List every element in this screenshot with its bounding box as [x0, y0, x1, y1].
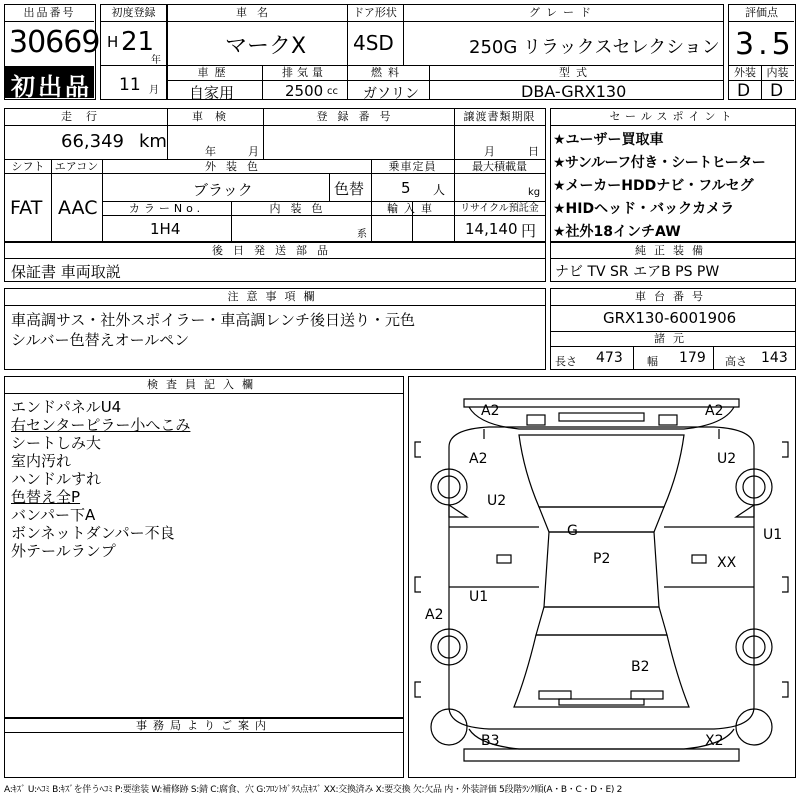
office-label: 事務局よりご案内 — [5, 718, 403, 733]
notes-box — [4, 288, 546, 370]
reg-label: 初度登録 — [111, 6, 156, 19]
history-label: 車歴 — [197, 66, 232, 79]
colorno-value: 1H4 — [150, 220, 181, 238]
len-label: 長さ — [555, 355, 577, 368]
first-listing-badge — [5, 66, 94, 101]
mark-xx: XX — [717, 555, 737, 571]
door-label: ドア形状 — [353, 6, 397, 19]
mark-x2: X2 — [705, 733, 724, 749]
capacity-label: 乗車定員 — [388, 160, 437, 173]
shift-label: シフト — [11, 160, 45, 173]
ac-label: エアコン — [54, 160, 99, 173]
transfer-day-unit: 日 — [528, 145, 539, 158]
vehicle-header-box — [166, 4, 724, 100]
reg-month: 11 — [119, 75, 141, 95]
mark-b2: B2 — [631, 659, 650, 675]
transfer-label: 譲渡書類期限 — [463, 110, 536, 123]
mark-g: G — [567, 523, 578, 539]
inspector-line: 色替え全P — [11, 488, 81, 506]
mark-a2-front-left: A2 — [469, 451, 488, 467]
docs-label: 後日発送部品 — [212, 244, 338, 257]
wid-value: 179 — [679, 350, 706, 366]
mark-u2-front-right: U2 — [717, 451, 737, 467]
sales-item: ★ユーザー買取車 — [553, 132, 664, 148]
shift-value: FAT — [10, 197, 43, 219]
lot-box — [4, 4, 100, 101]
model-value: DBA-GRX130 — [521, 82, 627, 101]
door-value: 4SD — [353, 31, 394, 55]
sales-item: ★メーカーHDDナビ・フルセグ — [553, 178, 754, 194]
sales-item: ★社外18インチAW — [553, 224, 681, 240]
history-value: 自家用 — [189, 84, 235, 102]
inspector-line: バンパー下A — [11, 506, 96, 524]
docs-box — [4, 242, 546, 282]
reg-year-unit: 年 — [151, 55, 161, 66]
equip-value: ナビ TV SR エアB PS PW — [555, 264, 720, 280]
sales-points-box — [550, 108, 796, 242]
color-value: ブラック — [193, 181, 253, 199]
score-box — [728, 4, 796, 100]
score-label: 評価点 — [745, 6, 778, 19]
mileage-label: 走行 — [61, 110, 111, 123]
color-label: 外装色 — [205, 160, 268, 173]
grade-label: グレード — [529, 6, 597, 19]
ext-label: 外装 — [734, 66, 756, 79]
chassis-box — [550, 288, 796, 370]
inspector-label: 検査員記入欄 — [147, 378, 261, 391]
grade-value: 250G リラックスセレクション — [469, 37, 720, 58]
first-listing-text: 初出品 — [11, 73, 92, 101]
car-diagram — [409, 377, 794, 776]
chassis-label: 車台番号 — [635, 290, 711, 303]
info-box — [4, 108, 546, 242]
lot-number: 30669 — [9, 25, 100, 60]
recycle-unit: 円 — [521, 222, 537, 240]
load-label: 最大積載量 — [472, 160, 527, 173]
office-box — [4, 718, 404, 778]
fuel-label: 燃料 — [371, 66, 405, 79]
damage-diagram-box — [408, 376, 796, 778]
colorno-label: カラーNo. — [128, 202, 205, 215]
hgt-label: 高さ — [725, 355, 747, 368]
capacity-value: 5 — [401, 179, 411, 197]
reg-era: H — [107, 33, 119, 51]
model-label: 型式 — [559, 66, 593, 79]
dims-label: 諸元 — [654, 332, 692, 345]
import-label: 輸入車 — [387, 202, 438, 215]
inspector-line: 右センターピラー小へこみ — [11, 416, 191, 434]
mileage-value: 66,349 — [61, 131, 124, 152]
sales-item: ★HIDヘッド・バックカメラ — [553, 201, 735, 217]
mark-u1-left: U1 — [469, 589, 489, 605]
mileage-unit: km — [139, 131, 167, 152]
mark-b3: B3 — [481, 733, 500, 749]
inspector-line: ハンドルすれ — [11, 470, 102, 488]
legend-footer: A:ｷｽﾞ U:ﾍｺﾐ B:ｷｽﾞを伴うﾍｺﾐ P:要塗装 W:補修跡 S:錆 C:腐食、穴 G:ﾌﾛﾝﾄｶﾞﾗｽ点ｷｽﾞ XX:交換済み X:要交換 欠:欠品 内・外装評価 5段階ﾗﾝｸ順(A・B・C・D・E) 2 — [4, 785, 623, 795]
mark-a2-rear-left: A2 — [425, 607, 444, 623]
fuel-value: ガソリン — [363, 86, 419, 102]
notes-line-1: 車高調サス・社外スポイラー・車高調レンチ後日送り・元色 — [11, 311, 416, 329]
inspector-box — [4, 376, 404, 718]
ac-value: AAC — [58, 197, 98, 219]
len-value: 473 — [596, 350, 623, 366]
insp-month-unit: 月 — [248, 145, 259, 158]
recycle-label: リサイクル預託金 — [460, 203, 539, 214]
inspector-line: 外テールランプ — [11, 542, 116, 560]
inspector-line: シートしみ大 — [11, 434, 102, 452]
sales-label: セールスポイント — [609, 110, 737, 123]
chassis-value: GRX130-6001906 — [603, 309, 737, 327]
registration-box — [100, 4, 168, 100]
intcolor-label: 内装色 — [269, 202, 333, 215]
notes-label: 注意事項欄 — [227, 290, 323, 303]
notes-line-2: シルバー色替えオールペン — [11, 331, 190, 349]
mark-u2-left: U2 — [487, 493, 507, 509]
equipment-box — [550, 242, 796, 282]
load-unit: kg — [528, 187, 541, 198]
inspector-line: 室内汚れ — [11, 452, 72, 470]
inspector-line: ボンネットダンパー不良 — [11, 524, 175, 542]
score-value: 3.5 — [735, 27, 795, 62]
name-label: 車名 — [236, 6, 278, 19]
mark-a2-top-left: A2 — [481, 403, 500, 419]
int-value: D — [770, 81, 784, 101]
intcolor-unit: 系 — [357, 229, 367, 240]
transfer-month-unit: 月 — [484, 145, 495, 158]
wid-label: 幅 — [647, 355, 658, 368]
hgt-value: 143 — [761, 350, 788, 366]
recycle-value: 14,140 — [465, 220, 518, 238]
name-value: マークX — [225, 34, 307, 59]
docs-value: 保証書 車両取説 — [11, 263, 121, 281]
reg-month-unit: 月 — [149, 85, 159, 96]
capacity-unit: 人 — [433, 183, 446, 197]
int-label: 内装 — [766, 66, 789, 79]
disp-label: 排気量 — [282, 66, 327, 79]
lot-label: 出品番号 — [23, 6, 76, 19]
disp-value: 2500 — [285, 82, 324, 100]
sales-item: ★サンルーフ付き・シートヒーター — [553, 155, 766, 171]
disp-unit: cc — [327, 86, 338, 97]
reg-year: 21 — [121, 27, 155, 57]
inspection-label: 車検 — [192, 110, 238, 123]
ext-value: D — [737, 81, 751, 101]
mark-u1-right: U1 — [763, 527, 783, 543]
mark-a2-top-right: A2 — [705, 403, 724, 419]
equip-label: 純正装備 — [635, 244, 711, 257]
insp-year-unit: 年 — [205, 145, 216, 158]
recolor-label: 色替 — [334, 180, 365, 198]
inspector-line: エンドパネルU4 — [11, 398, 122, 416]
mark-p2: P2 — [593, 551, 611, 567]
regno-label: 登録番号 — [316, 110, 401, 123]
